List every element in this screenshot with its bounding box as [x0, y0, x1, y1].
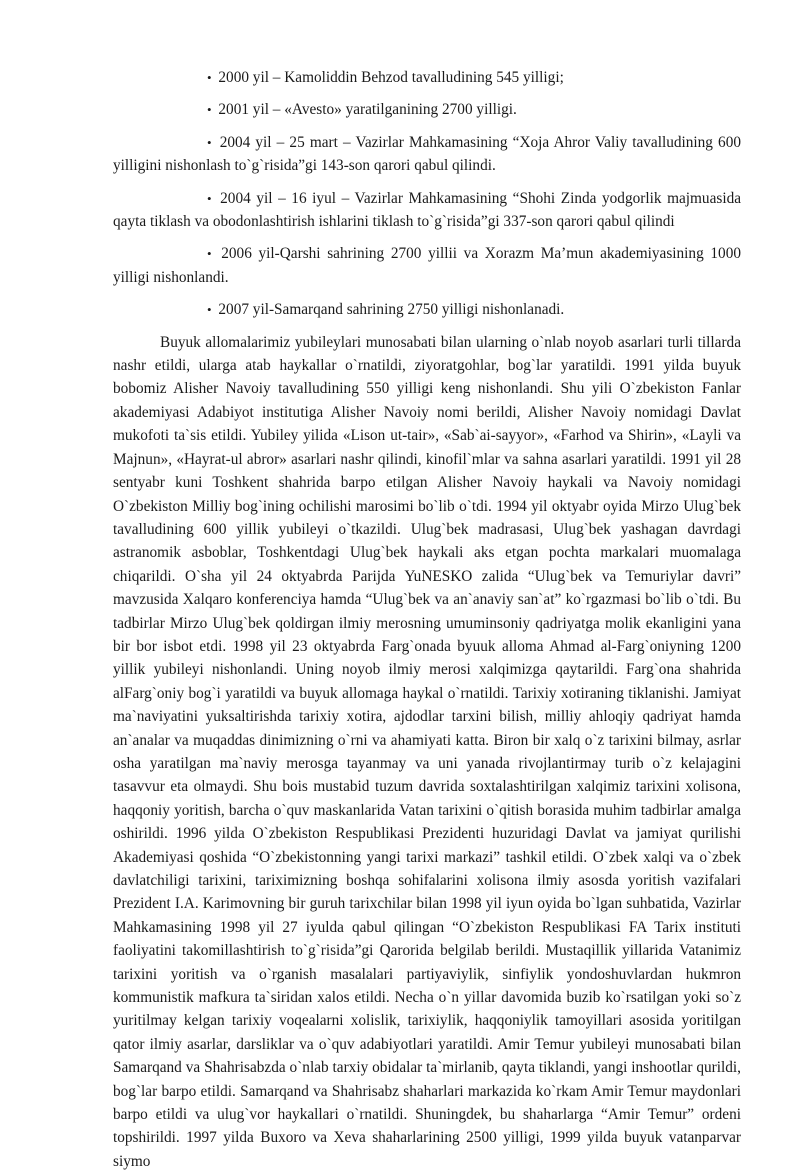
bullet-item: [113, 298, 741, 321]
bullet-icon: •: [207, 190, 212, 206]
bullet-icon: •: [207, 70, 212, 85]
bullet-text: 2004 yil – 16 iyul – Vazirlar Mahkamasining “Shohi Zinda yodgorlik majmuasida qayta tiklash va obodonlashtirish ishlarini tiklash to`g`risida”gi 337-son qarori qabul qilindi: [113, 189, 742, 231]
document-page: [113, 66, 741, 1173]
bullet-icon: •: [207, 134, 212, 150]
bullet-text: 2001 yil – «Avesto» yaratilganining 2700 yilligi.: [218, 101, 517, 119]
bullet-item: [113, 66, 741, 89]
bullet-item: [113, 98, 741, 121]
bullet-text: 2004 yil – 25 mart – Vazirlar Mahkamasining “Xoja Ahror Valiy tavalludining 600 yilligini nishonlash to`g`risida”gi 143-son qarori qabul qilindi.: [113, 133, 742, 175]
bullet-icon: •: [207, 102, 212, 118]
bullet-text: 2006 yil-Qarshi sahrining 2700 yillii va Xorazm Ma’mun akademiyasining 1000 yilligi nishonlandi.: [113, 245, 742, 286]
bullet-item: [113, 187, 741, 234]
bullet-icon: •: [207, 302, 212, 318]
body-paragraph: Buyuk allomalarimiz yubileylari munosabati bilan ularning o`nlab noyob asarlari turli tillarda nashr etildi, ularga atab haykallar o`rnatildi, ziyoratgohlar, bog`lar yaratildi. 1991 yilda buyuk bobomiz Alisher Navoiy tavalludining 550 yilligi keng nishonlandi. Shu yili O`zbekiston Fanlar akademiyasi Adabiyot institutiga Alisher Navoiy nomi berildi, Alisher Navoiy nomidagi Davlat mukofoti ta`sis etildi. Yubiley yilida «Lison ut-tair», «Sab`ai-sayyor», «Farhod va Shirin», «Layli va Majnun», «Hayrat-ul abror» asarlari nashr qilindi, kinofil`mlar va sahna asarlari yaratildi. 1991 yil 28 sentyabr kuni Toshkent shahrida barpo etilgan Alisher Navoiy haykali va Navoiy nomidagi O`zbekiston Milliy bog`ining ochilishi marosimi bo`lib o`tdi. 1994 yil oktyabr oyida Mirzo Ulug`bek tavalludining 600 yillik yubileyi o`tkazildi. Ulug`bek madrasasi, Ulug`bek yashagan davrdagi astranomik asboblar, Toshkentdagi Ulug`bek haykali aks etgan pochta markalari muomalaga chiqarildi. O`sha yil 24 oktyabrda Parijda YuNESKO zalida “Ulug`bek va Temuriylar davri” mavzusida Xalqaro konferenciya hamda “Ulug`bek va an`anaviy san`at” ko`rgazmasi bo`lib o`tdi. Bu tadbirlar Mirzo Ulug`bek qoldirgan ilmiy merosning umuminsoniy qadriyatga molik ekanligini yana bir bor isbot etdi. 1998 yil 23 oktyabrda Farg`onada byuuk alloma Ahmad al-Farg`oniyning 1200 yillik yubileyi nishonlandi. Uning noyob ilmiy merosi xalqimizga qaytarildi. Farg`ona shahrida alFarg`oniy bog`i yaratildi va buyuk allomaga haykal o`rnatildi. Tarixiy xotiraning tiklanishi. Jamiyat ma`naviyatini yuksaltirishda tarixiy xotira, ajdodlar tarxini bilish, milliy ahloqiy qadriyat hamda an`analar va muqaddas dinimizning o`rni va ahamiyati katta. Biron bir xalq o`z tarixini bilmay, asrlar osha yaratilgan ma`naviy merosga tayanmay va uni yanada rivojlantirmay turib o`z kelajagini tasavvur eta olmaydi. Shu bois mustabid tuzum davrida soxtalashtirilgan xalqimiz tarixini xolisona, haqqoniy yoritish, barcha o`quv maskanlarida Vatan tarixini o`qitish borasida muhim tadbirlar amalga oshirildi. 1996 yilda O`zbekiston Respublikasi Prezidenti huzuridagi Davlat va jamiyat qurilishi Akademiyasi qoshida “O`zbekistonning yangi tarixi markazi” tashkil etildi. O`zbek xalqi va o`zbek davlatchiligi tarixini, tariximizning boshqa sohifalarini xolisona ilmiy asosda yoritish vazifalari Prezident I.A. Karimovning bir guruh tarixchilar bilan 1998 yil iyun oyida bo`lgan suhbatida, Vazirlar Mahkamasining 1998 yil 27 iyulda qabul qilingan “O`zbekiston Respublikasi FA Tarix instituti faoliyatini takomillashtirish to`g`risida”gi Qarorida belgilab berildi. Mustaqillik yillarida Vatanimiz tarixini yoritish va o`rganish masalalari partiyaviylik, sinfiylik yondoshuvlardan hukmron kommunistik mafkura ta`siridan xalos etildi. Necha o`n yillar davomida buzib ko`rsatilgan yoki so`z yuritilmay kelgan tarixiy voqealarni xolislik, tarixiylik, haqqoniylik tamoyillari asosida yoritilgan qator ilmiy asarlar, darsliklar va o`quv adabiyotlari yaratildi. Amir Temur yubileyi munosabati bilan Samarqand va Shahrisabzda o`nlab tarxiy obidalar ta`mirlanib, qayta tiklandi, yangi inshootlar qurildi, bog`lar barpo etildi. Samarqand va Shahrisabz shaharlari markazida ko`rkam Amir Temur maydonlari barpo etildi va ulug`vor haykallari o`rnatildi. Shuningdek, bu shaharlarga “Amir Temur” ordeni topshirildi. 1997 yilda Buxoro va Xeva shaharlarining 2500 yilligi, 1999 yilda buyuk vatanparvar siymo: [113, 333, 741, 1170]
bullet-item: [113, 242, 741, 289]
bullet-item: [113, 131, 741, 178]
bullet-text: 2007 yil-Samarqand sahrining 2750 yilligi nishonlanadi.: [218, 301, 565, 319]
bullet-text: 2000 yil – Kamoliddin Behzod tavalludining 545 yilligi;: [218, 69, 564, 86]
bullet-icon: •: [207, 246, 212, 262]
